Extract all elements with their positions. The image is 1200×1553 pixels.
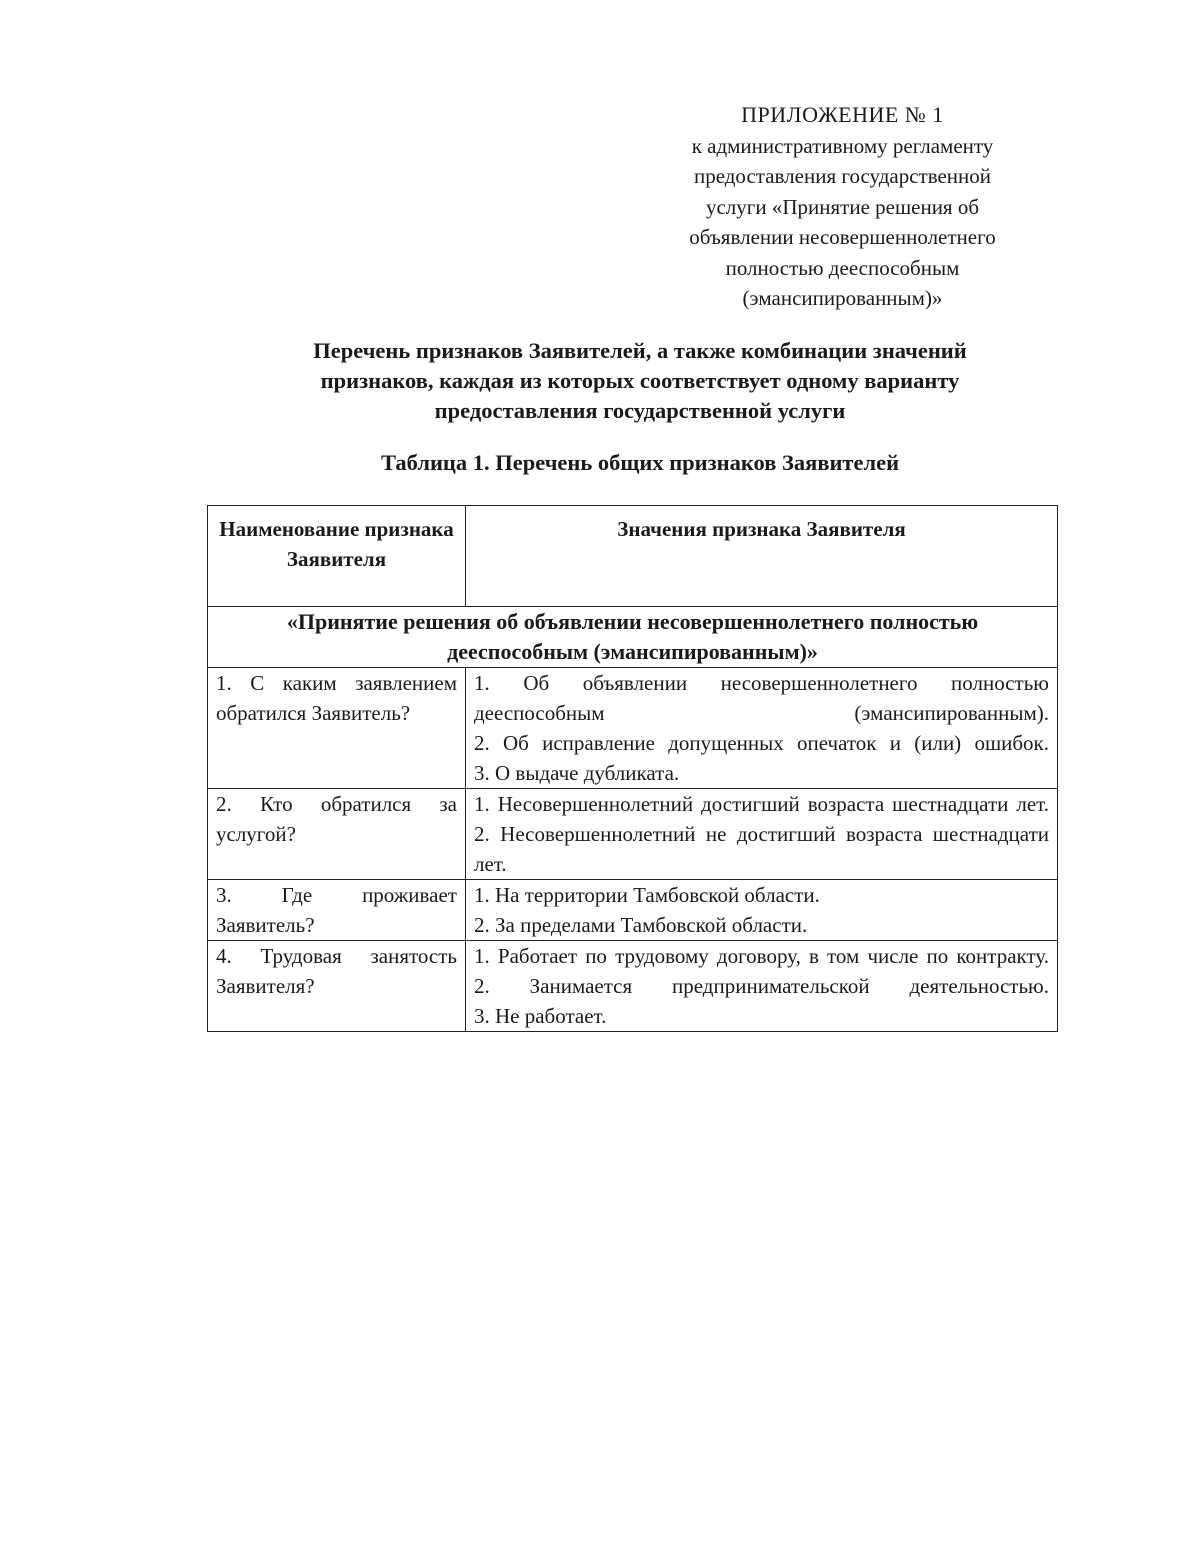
appendix-line: (эмансипированным)» bbox=[742, 286, 943, 310]
table-row bbox=[208, 789, 1058, 880]
table-row bbox=[208, 941, 1058, 1032]
appendix-title: ПРИЛОЖЕНИЕ № 1 bbox=[741, 102, 944, 127]
feature-value: 3. О выдаче дубликата. bbox=[474, 761, 680, 785]
appendix-line: услуги «Принятие решения об bbox=[705, 194, 980, 219]
feature-value: 1. На территории Тамбовской области. bbox=[474, 883, 820, 907]
feature-name: 3. Где проживает Заявитель? bbox=[208, 880, 466, 941]
feature-values bbox=[466, 941, 1058, 1032]
feature-values bbox=[466, 668, 1058, 789]
header-feature-values: Значения признака Заявителя bbox=[466, 506, 1058, 607]
feature-value: 2. Об исправление допущенных опечаток и (или) ошибок. bbox=[474, 731, 1049, 755]
appendix-line: предоставления государственной bbox=[693, 164, 992, 188]
section-row bbox=[208, 607, 1058, 668]
feature-value: 3. Не работает. bbox=[474, 1004, 607, 1028]
feature-value: 2. Занимается предпринимательской деятельностью. bbox=[474, 974, 1049, 998]
appendix-block bbox=[640, 100, 1045, 314]
table-row bbox=[208, 668, 1058, 789]
feature-value: 2. За пределами Тамбовской области. bbox=[474, 913, 808, 937]
heading-line: предоставления государственной услуги bbox=[434, 398, 846, 423]
section-title: «Принятие решения об объявлении несовершеннолетнего полностью дееспособным (эмансипированным)» bbox=[208, 607, 1058, 668]
feature-values bbox=[466, 789, 1058, 880]
appendix-line: к административному регламенту bbox=[691, 133, 994, 158]
appendix-line: объявлении несовершеннолетнего bbox=[689, 225, 996, 249]
feature-name: 4. Трудовая занятость Заявителя? bbox=[208, 941, 466, 1032]
table-header-row bbox=[208, 506, 1058, 607]
feature-value: 1. Работает по трудовому договору, в том числе по контракту. bbox=[474, 944, 1049, 968]
heading-line: признаков, каждая из которых соответствует одному варианту bbox=[320, 368, 960, 393]
table-row bbox=[208, 880, 1058, 941]
feature-value: 1. Об объявлении несовершеннолетнего полностью дееспособным (эмансипированным). bbox=[474, 671, 1049, 725]
document-heading bbox=[220, 336, 1060, 426]
header-feature-name: Наименование признака Заявителя bbox=[208, 506, 466, 607]
feature-name: 2. Кто обратился за услугой? bbox=[208, 789, 466, 880]
applicant-features-table bbox=[207, 505, 1058, 1032]
heading-line: Перечень признаков Заявителей, а также комбинации значений bbox=[313, 338, 967, 363]
feature-value: 2. Несовершеннолетний не достигший возраста шестнадцати лет. bbox=[474, 822, 1049, 876]
table-caption: Таблица 1. Перечень общих признаков Заявителей bbox=[380, 450, 900, 475]
feature-values bbox=[466, 880, 1058, 941]
feature-name: 1. С каким заявлением обратился Заявитель? bbox=[208, 668, 466, 789]
appendix-line: полностью дееспособным bbox=[725, 255, 960, 280]
feature-value: 1. Несовершеннолетний достигший возраста шестнадцати лет. bbox=[474, 792, 1049, 816]
